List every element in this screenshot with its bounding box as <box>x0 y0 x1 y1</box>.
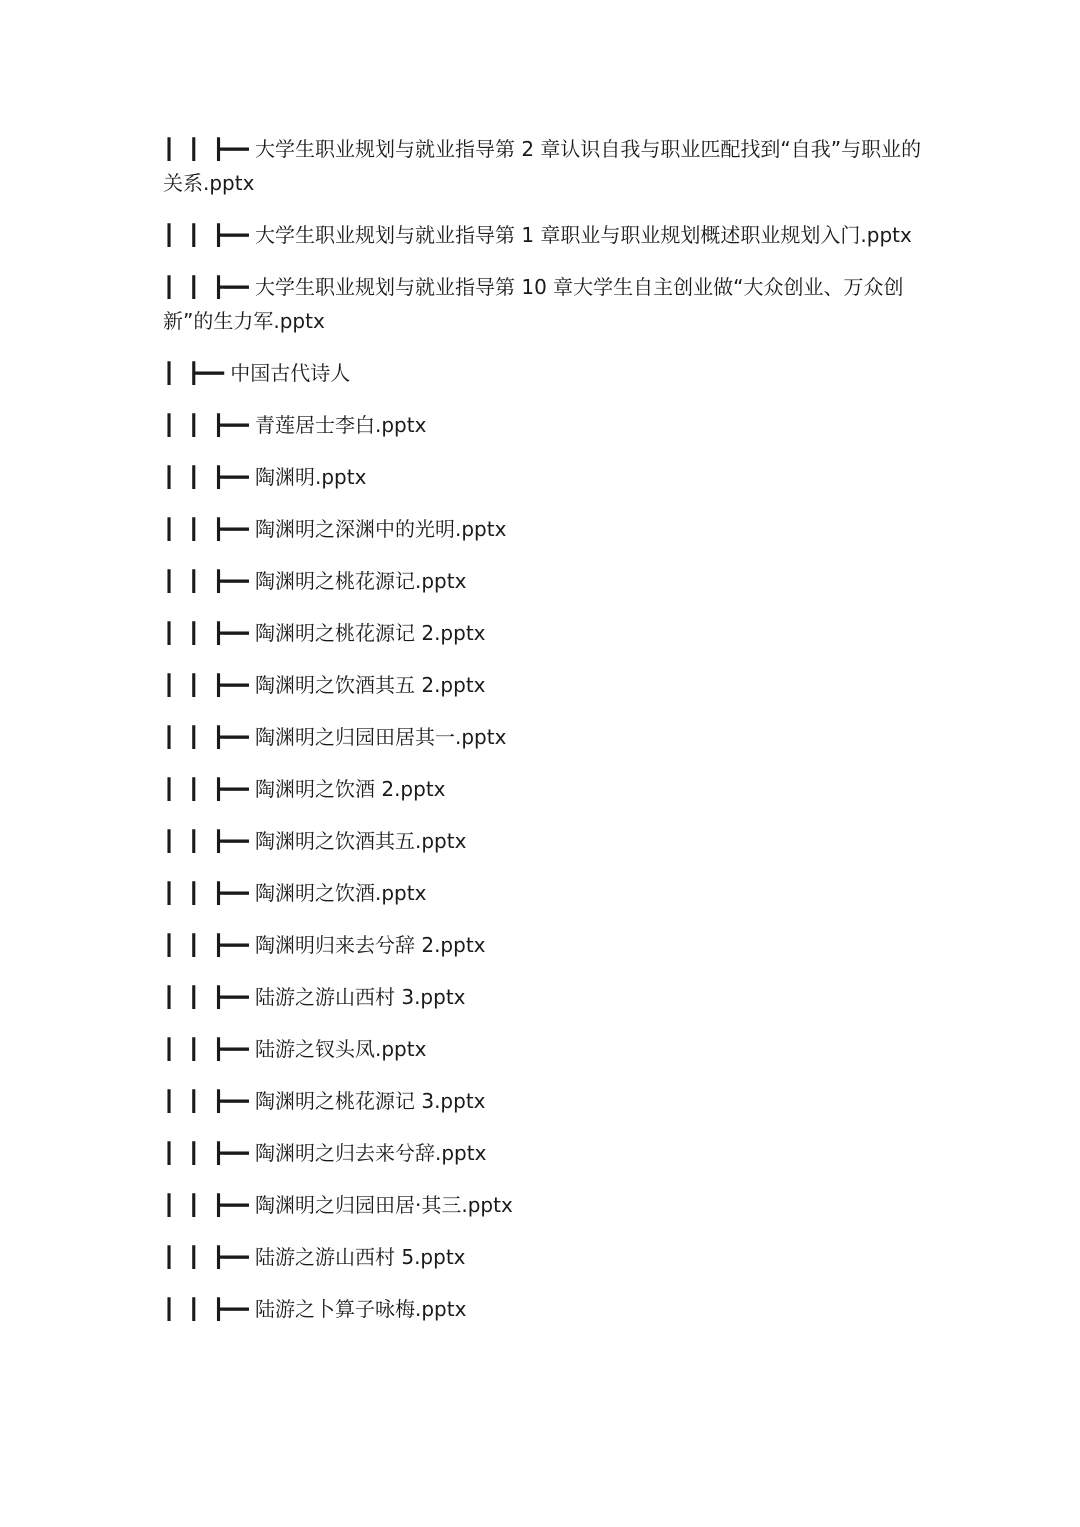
tree-entry-file: ┃ ┃ ┣━━ 陶渊明归来去兮辞 2.pptx <box>163 933 486 957</box>
tree-folder-ancient-poets: ┃ ┣━━ 中国古代诗人 <box>163 361 351 385</box>
tree-entry-file: ┃ ┃ ┣━━ 陶渊明之深渊中的光明.pptx <box>163 517 507 541</box>
tree-entry-file: ┃ ┃ ┣━━ 陶渊明之归园田居·其三.pptx <box>163 1193 513 1217</box>
tree-entry-file: ┃ ┃ ┣━━ 陆游之钗头凤.pptx <box>163 1037 427 1061</box>
document-page <box>163 132 923 1344</box>
tree-entry-file: ┃ ┃ ┣━━ 陶渊明之桃花源记 2.pptx <box>163 621 486 645</box>
tree-entry-file: ┃ ┃ ┣━━ 陶渊明之桃花源记 3.pptx <box>163 1089 486 1113</box>
tree-entry-career-ch2: ┃ ┃ ┣━━ 大学生职业规划与就业指导第 2 章认识自我与职业匹配找到“自我”与职业的关系.pptx <box>163 137 922 195</box>
tree-entry-file: ┃ ┃ ┣━━ 陆游之卜算子咏梅.pptx <box>163 1297 467 1321</box>
tree-entry-career-ch1: ┃ ┃ ┣━━ 大学生职业规划与就业指导第 1 章职业与职业规划概述职业规划入门.pptx <box>163 223 912 247</box>
tree-entry-file: ┃ ┃ ┣━━ 青莲居士李白.pptx <box>163 413 427 437</box>
tree-entry-file: ┃ ┃ ┣━━ 陶渊明.pptx <box>163 465 367 489</box>
tree-entry-file: ┃ ┃ ┣━━ 陆游之游山西村 3.pptx <box>163 985 466 1009</box>
tree-entry-career-ch10: ┃ ┃ ┣━━ 大学生职业规划与就业指导第 10 章大学生自主创业做“大众创业、万众创新”的生力军.pptx <box>163 275 904 333</box>
tree-entry-file: ┃ ┃ ┣━━ 陶渊明之桃花源记.pptx <box>163 569 467 593</box>
tree-entry-file: ┃ ┃ ┣━━ 陶渊明之饮酒其五 2.pptx <box>163 673 486 697</box>
tree-entry-file: ┃ ┃ ┣━━ 陶渊明之饮酒 2.pptx <box>163 777 446 801</box>
tree-entry-file: ┃ ┃ ┣━━ 陶渊明之饮酒.pptx <box>163 881 427 905</box>
tree-entry-file: ┃ ┃ ┣━━ 陆游之游山西村 5.pptx <box>163 1245 466 1269</box>
tree-entry-file: ┃ ┃ ┣━━ 陶渊明之归去来兮辞.pptx <box>163 1141 487 1165</box>
tree-entry-file: ┃ ┃ ┣━━ 陶渊明之饮酒其五.pptx <box>163 829 467 853</box>
tree-entry-file: ┃ ┃ ┣━━ 陶渊明之归园田居其一.pptx <box>163 725 507 749</box>
